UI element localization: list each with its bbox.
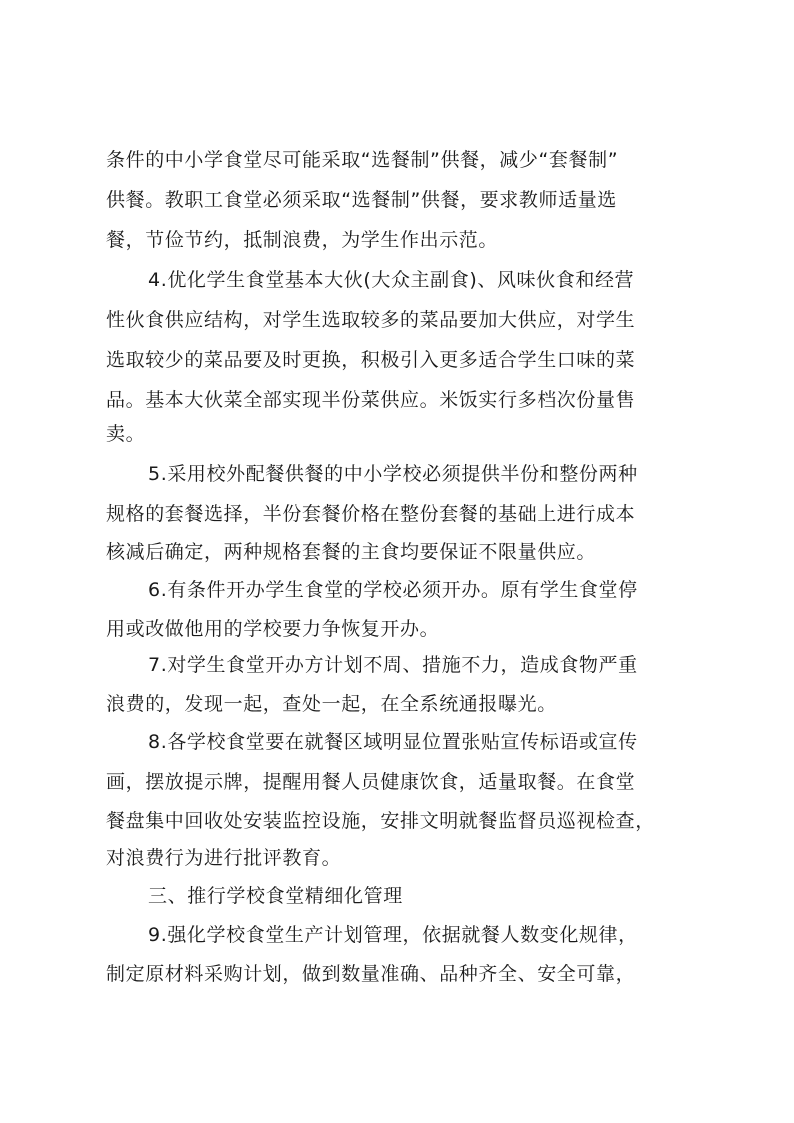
text-line: 规格的套餐选择，半份套餐价格在整份套餐的基础上进行成本 bbox=[106, 503, 636, 525]
text-line: 卖。 bbox=[106, 423, 146, 445]
text-line: 选取较少的菜品要及时更换，积极引入更多适合学生口味的菜 bbox=[106, 349, 636, 371]
text-line: 画，摆放提示牌，提醒用餐人员健康饮食，适量取餐。在食堂 bbox=[106, 771, 636, 793]
text-line: 餐，节俭节约，抵制浪费，为学生作出示范。 bbox=[106, 229, 499, 251]
text-line: 条件的中小学食堂尽可能采取“选餐制”供餐，减少“套餐制” bbox=[106, 149, 619, 171]
paragraph-5-start: 5.采用校外配餐供餐的中小学校必须提供半份和整份两种 bbox=[148, 463, 638, 485]
text-line: 对浪费行为进行批评教育。 bbox=[106, 847, 342, 869]
paragraph-4-start: 4.优化学生食堂基本大伙(大众主副食)、风味伙食和经营 bbox=[148, 269, 635, 291]
text-line: 性伙食供应结构，对学生选取较多的菜品要加大供应，对学生 bbox=[106, 309, 636, 331]
text-line: 核减后确定，两种规格套餐的主食均要保证不限量供应。 bbox=[106, 541, 597, 563]
text-line: 品。基本大伙菜全部实现半份菜供应。米饭实行多档次份量售 bbox=[106, 389, 636, 411]
section-heading: 三、推行学校食堂精细化管理 bbox=[148, 885, 403, 907]
paragraph-7-start: 7.对学生食堂开办方计划不周、措施不力，造成食物严重 bbox=[148, 654, 638, 676]
text-line: 供餐。教职工食堂必须采取“选餐制”供餐，要求教师适量选 bbox=[106, 189, 617, 211]
paragraph-6-start: 6.有条件开办学生食堂的学校必须开办。原有学生食堂停 bbox=[148, 579, 638, 601]
text-line: 餐盘集中回收处安装监控设施，安排文明就餐监督员巡视检查， bbox=[106, 810, 655, 832]
text-line: 用或改做他用的学校要力争恢复开办。 bbox=[106, 618, 440, 640]
paragraph-8-start: 8.各学校食堂要在就餐区域明显位置张贴宣传标语或宣传 bbox=[148, 731, 638, 753]
paragraph-9-start: 9.强化学校食堂生产计划管理，依据就餐人数变化规律， bbox=[148, 924, 638, 946]
text-line: 制定原材料采购计划，做到数量准确、品种齐全、安全可靠， bbox=[106, 963, 636, 985]
text-line: 浪费的，发现一起，查处一起，在全系统通报曝光。 bbox=[106, 693, 557, 715]
